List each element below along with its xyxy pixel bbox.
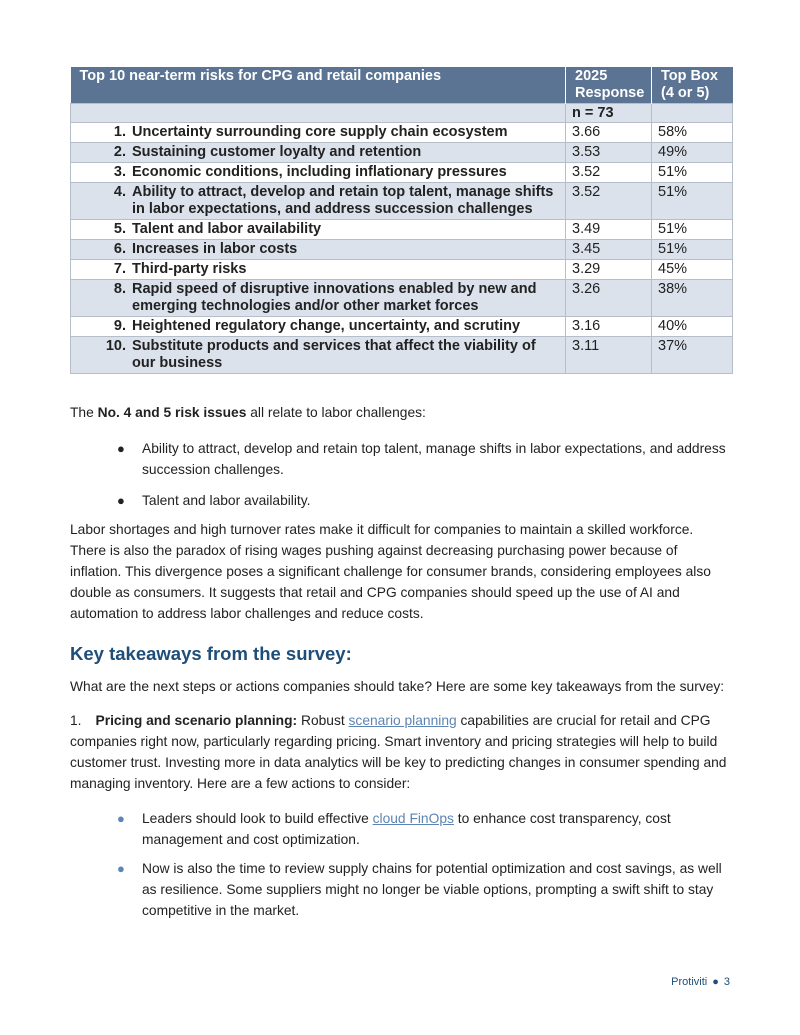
risk-rank: 8. bbox=[113, 281, 126, 297]
table-row bbox=[71, 163, 733, 183]
topbox-value: 51% bbox=[652, 220, 733, 240]
response-value: 3.52 bbox=[566, 183, 652, 220]
risk-rank: 2. bbox=[113, 144, 126, 160]
risk-label: Heightened regulatory change, uncertainty, and scrutiny bbox=[132, 318, 521, 334]
table-row bbox=[71, 143, 733, 163]
table-row bbox=[71, 240, 733, 260]
risk-label: Talent and labor availability bbox=[132, 221, 322, 237]
risk-rank: 5. bbox=[113, 221, 126, 237]
intro-emphasis: No. 4 and 5 risk issues bbox=[97, 405, 247, 420]
risk-rank: 6. bbox=[113, 241, 126, 257]
table-row bbox=[71, 280, 733, 317]
page-footer bbox=[671, 976, 730, 988]
topbox-value: 38% bbox=[652, 280, 733, 317]
risk-rank: 1. bbox=[113, 124, 126, 140]
risk-label: Economic conditions, including inflationary pressures bbox=[132, 164, 507, 180]
takeaway-item-1: 1. Pricing and scenario planning: Robust scenario planning capabilities are crucial for retail and CPG companies right now, particularly regarding pricing. Smart inventory and pricing strategies will help to build customer trust. Investing more in data analytics will be key to predicting changes in consumer spending and managing inventory. Here are a few actions to consider: bbox=[70, 713, 727, 791]
risk-label: Increases in labor costs bbox=[132, 241, 298, 257]
risk-rank: 4. bbox=[113, 184, 126, 200]
table-row bbox=[71, 220, 733, 240]
column-header-topbox: Top Box (4 or 5) bbox=[652, 67, 733, 104]
response-value: 3.29 bbox=[566, 260, 652, 280]
bullet-icon: ● bbox=[117, 811, 125, 826]
table-title: Top 10 near-term risks for CPG and retail companies bbox=[71, 67, 566, 104]
topbox-value: 40% bbox=[652, 317, 733, 337]
sample-size-row bbox=[71, 104, 733, 123]
bullet-icon: ● bbox=[117, 861, 125, 876]
column-header-response: 2025 Response bbox=[566, 67, 652, 104]
topbox-value: 51% bbox=[652, 183, 733, 220]
cloud-finops-link[interactable]: cloud FinOps bbox=[372, 811, 454, 826]
risk-rank: 7. bbox=[113, 261, 126, 277]
bullet-icon: ● bbox=[117, 493, 125, 508]
scenario-planning-link[interactable]: scenario planning bbox=[348, 713, 457, 728]
risk-rank: 9. bbox=[113, 318, 126, 334]
footer-separator: ● bbox=[712, 976, 719, 988]
table-row bbox=[71, 317, 733, 337]
risk-label: Rapid speed of disruptive innovations enabled by new and emerging technologies and/or other market forces bbox=[132, 281, 537, 314]
risk-label: Third-party risks bbox=[132, 261, 247, 277]
risk-label: Ability to attract, develop and retain top talent, manage shifts in labor expectations, and address succession challenges bbox=[132, 184, 554, 217]
table-row bbox=[71, 183, 733, 220]
risk-table bbox=[70, 67, 733, 374]
actions-bullet-list bbox=[115, 808, 727, 921]
response-value: 3.16 bbox=[566, 317, 652, 337]
risk-label: Sustaining customer loyalty and retention bbox=[132, 144, 422, 160]
item-number: 1. bbox=[70, 713, 82, 728]
response-value: 3.66 bbox=[566, 123, 652, 143]
table-header-row bbox=[71, 67, 733, 104]
table-row bbox=[71, 260, 733, 280]
response-value: 3.52 bbox=[566, 163, 652, 183]
takeaways-intro: What are the next steps or actions companies should take? Here are some key takeaways from the survey: bbox=[70, 679, 725, 694]
labor-intro: The No. 4 and 5 risk issues all relate to labor challenges: bbox=[70, 405, 426, 420]
topbox-value: 51% bbox=[652, 163, 733, 183]
topbox-value: 45% bbox=[652, 260, 733, 280]
sample-size-label: n = 73 bbox=[566, 104, 652, 123]
bullet-icon: ● bbox=[117, 441, 125, 456]
topbox-value: 58% bbox=[652, 123, 733, 143]
labor-bullet-list bbox=[115, 438, 727, 511]
risk-rank: 10. bbox=[105, 338, 126, 354]
page-number: 3 bbox=[723, 976, 730, 988]
risk-label: Substitute products and services that affect the viability of our business bbox=[132, 338, 536, 371]
footer-brand: Protiviti bbox=[671, 976, 708, 988]
response-value: 3.11 bbox=[566, 337, 652, 374]
topbox-value: 51% bbox=[652, 240, 733, 260]
list-item: ● Now is also the time to review supply chains for potential optimization and cost savings, as well as resilience. Some suppliers might no longer be viable options, prompting a swift shift to stay competitive in the market. bbox=[115, 858, 727, 921]
labor-paragraph: Labor shortages and high turnover rates make it difficult for companies to maintain a skilled workforce. There is also the paradox of rising wages pushing against decreasing purchasing power because of inflation. This divergence poses a significant challenge for consumer brands, considering employees also double as consumers. It suggests that retail and CPG companies should speed up the use of AI and automation to address labor challenges and reduce costs. bbox=[70, 522, 711, 621]
response-value: 3.53 bbox=[566, 143, 652, 163]
topbox-value: 49% bbox=[652, 143, 733, 163]
response-value: 3.45 bbox=[566, 240, 652, 260]
list-item: ● Talent and labor availability. bbox=[115, 490, 727, 511]
list-item: ● Ability to attract, develop and retain top talent, manage shifts in labor expectations, and address succession challenges. bbox=[115, 438, 727, 480]
response-value: 3.49 bbox=[566, 220, 652, 240]
list-item: ● Leaders should look to build effective cloud FinOps to enhance cost transparency, cost management and cost optimization. bbox=[115, 808, 727, 850]
risk-label: Uncertainty surrounding core supply chain ecosystem bbox=[132, 124, 508, 140]
risk-rank: 3. bbox=[113, 164, 126, 180]
item-heading: Pricing and scenario planning: bbox=[95, 713, 298, 728]
table-row bbox=[71, 337, 733, 374]
response-value: 3.26 bbox=[566, 280, 652, 317]
section-heading: Key takeaways from the survey: bbox=[70, 643, 352, 664]
table-row bbox=[71, 123, 733, 143]
topbox-value: 37% bbox=[652, 337, 733, 374]
